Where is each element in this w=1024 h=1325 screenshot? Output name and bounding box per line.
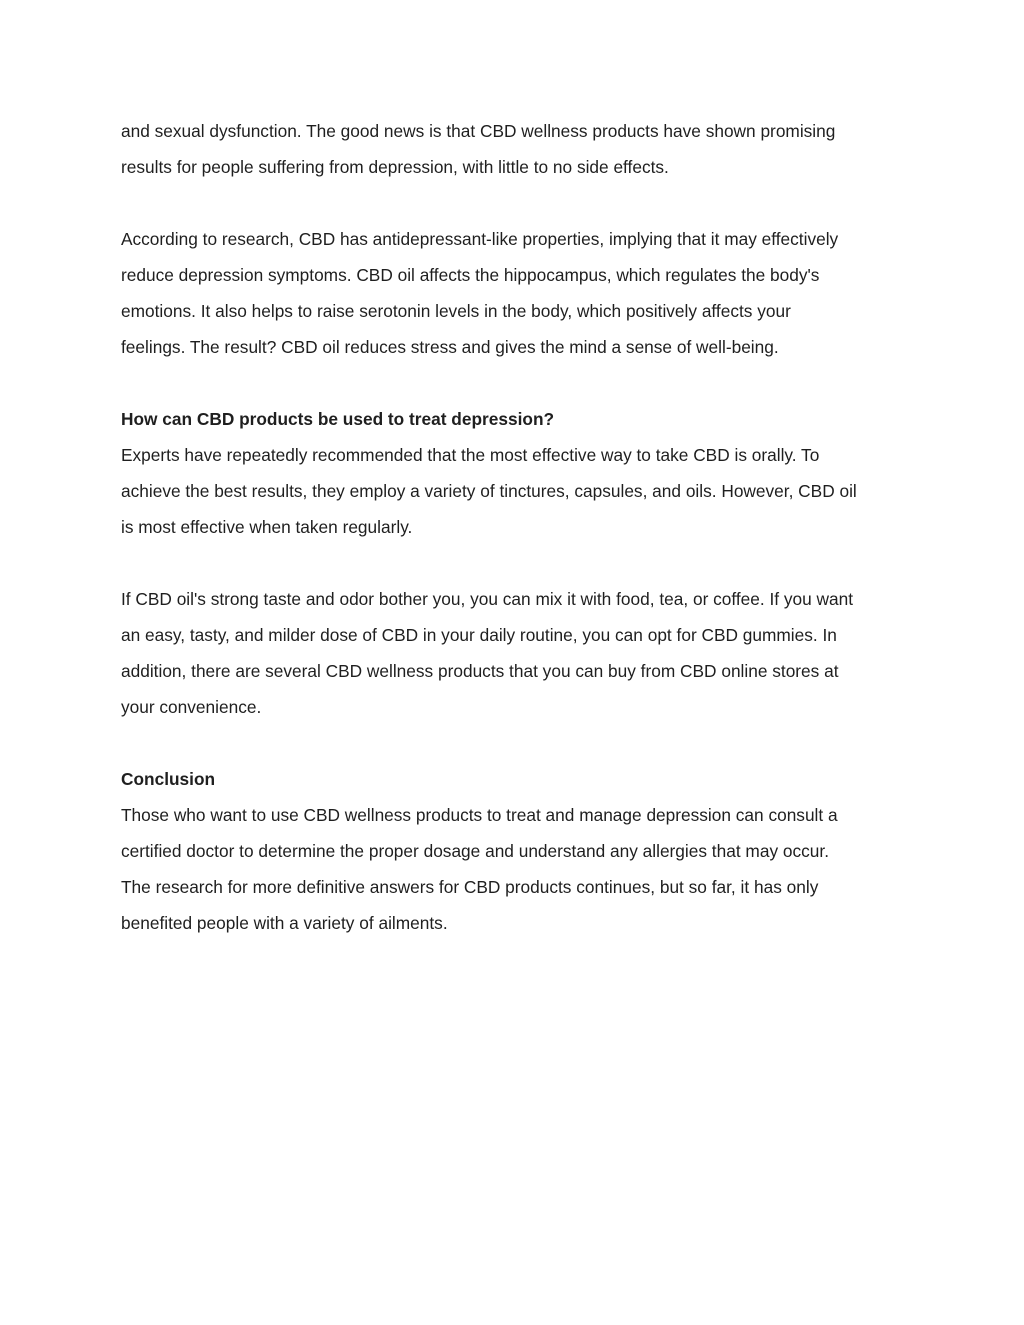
- text-line: If CBD oil's strong taste and odor bother you, you can mix it with food, tea, or coffee. If you want: [121, 589, 854, 609]
- text-line: Experts have repeatedly recommended that the most effective way to take CBD is orally. To: [121, 445, 820, 465]
- paragraph-research: [121, 221, 921, 365]
- text-line: is most effective when taken regularly.: [121, 517, 413, 537]
- paragraph-sexual-dysfunction: [121, 113, 921, 185]
- text-line: and sexual dysfunction. The good news is that CBD wellness products have shown promising: [121, 121, 836, 141]
- paragraph-spacer: [121, 365, 921, 401]
- text-line: emotions. It also helps to raise serotonin levels in the body, which positively affects your: [121, 301, 791, 321]
- text-line: addition, there are several CBD wellness products that you can buy from CBD online stores at: [121, 661, 839, 681]
- text-line: your convenience.: [121, 697, 262, 717]
- paragraph-spacer: [121, 185, 921, 221]
- text-line: certified doctor to determine the proper dosage and understand any allergies that may occur.: [121, 841, 829, 861]
- text-line: benefited people with a variety of ailments.: [121, 913, 448, 933]
- paragraph-taste-odor: [121, 581, 921, 725]
- paragraph-spacer: [121, 725, 921, 761]
- section-heading-how-to-use: How can CBD products be used to treat depression?: [121, 409, 555, 429]
- text-line: an easy, tasty, and milder dose of CBD in your daily routine, you can opt for CBD gummies. In: [121, 625, 837, 645]
- paragraph-conclusion: [121, 797, 921, 941]
- text-line: According to research, CBD has antidepressant-like properties, implying that it may effectively: [121, 229, 839, 249]
- document-page: [121, 113, 921, 941]
- text-line: Those who want to use CBD wellness products to treat and manage depression can consult a: [121, 805, 838, 825]
- paragraph-experts: [121, 437, 921, 545]
- text-line: achieve the best results, they employ a variety of tinctures, capsules, and oils. However, CBD oil: [121, 481, 857, 501]
- text-line: reduce depression symptoms. CBD oil affects the hippocampus, which regulates the body's: [121, 265, 820, 285]
- section-heading-conclusion: Conclusion: [121, 769, 216, 789]
- text-line: results for people suffering from depression, with little to no side effects.: [121, 157, 669, 177]
- paragraph-spacer: [121, 545, 921, 581]
- text-line: The research for more definitive answers for CBD products continues, but so far, it has only: [121, 877, 819, 897]
- text-line: feelings. The result? CBD oil reduces stress and gives the mind a sense of well-being.: [121, 337, 779, 357]
